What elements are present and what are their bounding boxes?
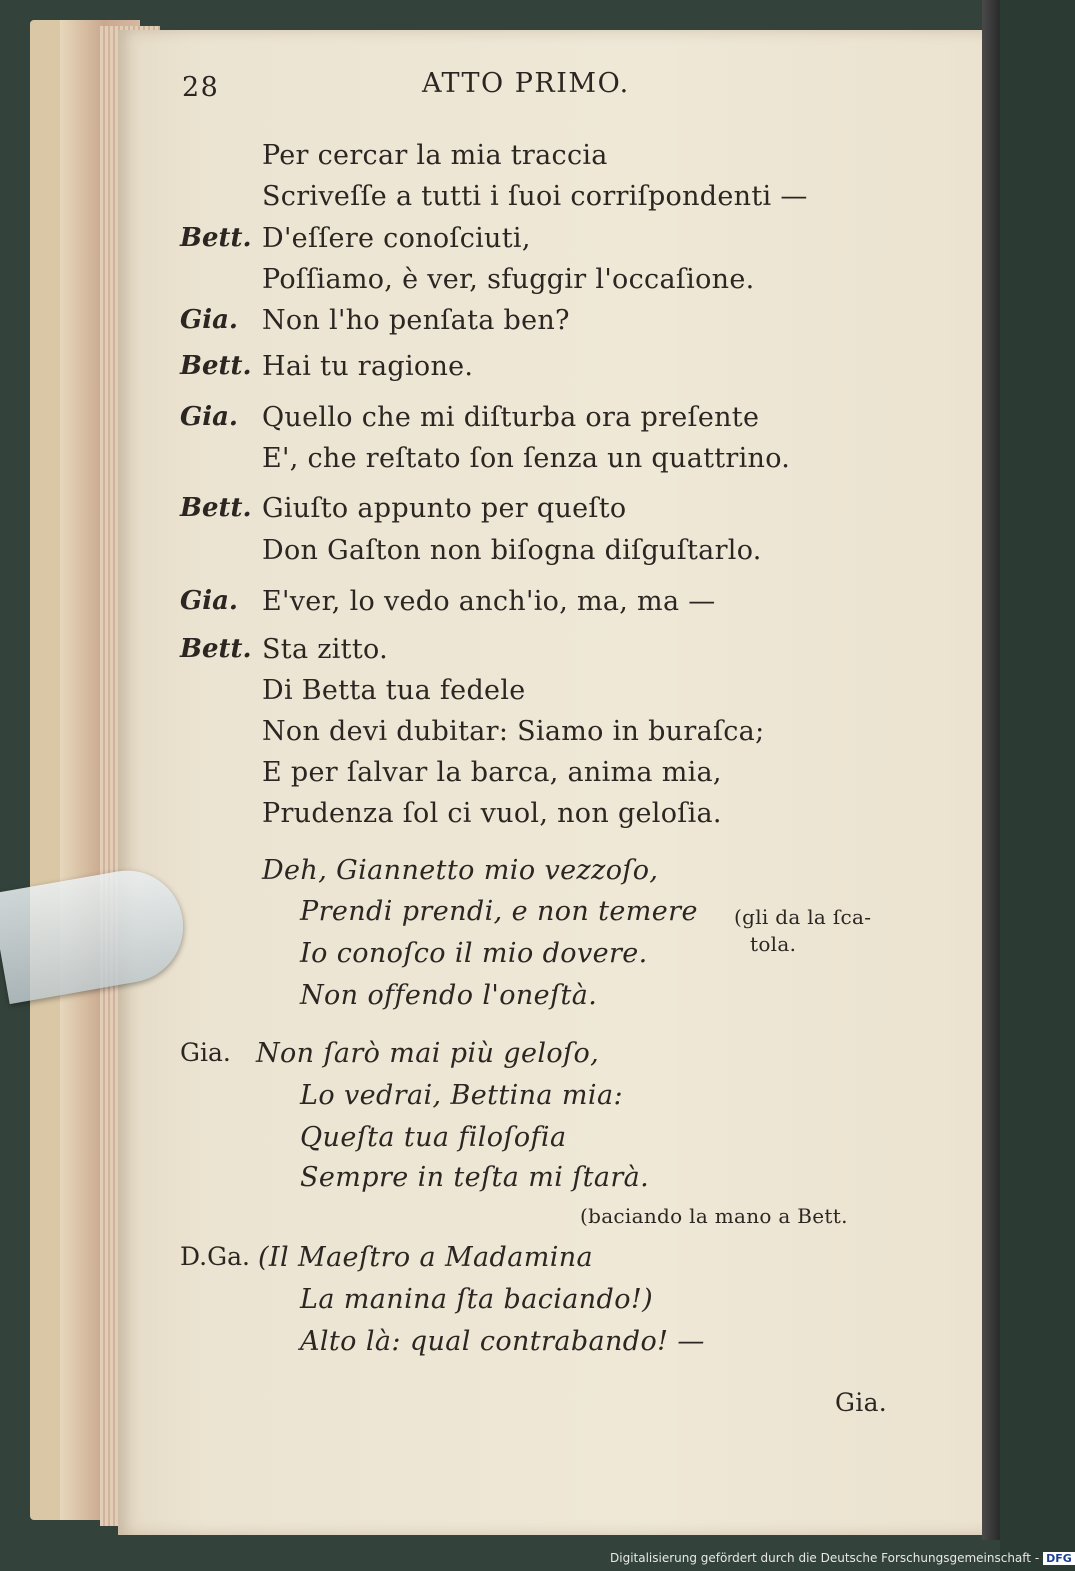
speaker-label: D.Ga. bbox=[180, 1242, 250, 1271]
aria-line: Queſta tua filoſofia bbox=[300, 1122, 567, 1153]
stage-direction: tola. bbox=[750, 932, 797, 956]
verse-line: Giuſto appunto per queſto bbox=[262, 493, 627, 524]
aria-line: Deh, Giannetto mio vezzoſo, bbox=[262, 855, 659, 886]
stage-direction: (gli da la ſca- bbox=[734, 905, 872, 929]
aria-line: La manina ſta baciando!) bbox=[300, 1284, 654, 1315]
page-number: 28 bbox=[182, 72, 220, 103]
speaker-label: Gia. bbox=[180, 1038, 231, 1067]
speaker-label: Gia. bbox=[180, 402, 238, 432]
credit-text: Digitalisierung gefördert durch die Deutsche Forschungsgemeinschaft - bbox=[610, 1551, 1040, 1565]
aria-line: Non ſarò mai più geloſo, bbox=[256, 1038, 600, 1069]
aria-line: Sempre in teſta mi ſtarà. bbox=[300, 1162, 650, 1193]
verse-line: Sta zitto. bbox=[262, 634, 388, 665]
speaker-label: Gia. bbox=[180, 305, 238, 335]
speaker-label: Bett. bbox=[180, 351, 252, 381]
aria-line: (Il Maeſtro a Madamina bbox=[258, 1242, 594, 1273]
running-title: ATTO PRIMO. bbox=[422, 68, 630, 99]
catchword: Gia. bbox=[835, 1388, 888, 1417]
verse-line: D'eſſere conoſciuti, bbox=[262, 223, 531, 254]
stage-direction: (baciando la mano a Bett. bbox=[580, 1204, 848, 1228]
aria-line: Alto là: qual contrabando! — bbox=[300, 1326, 705, 1357]
speaker-label: Bett. bbox=[180, 493, 252, 523]
verse-line: Scriveſſe a tutti i ſuoi corriſpondenti — bbox=[262, 181, 808, 212]
verse-line: E'ver, lo vedo anch'io, ma, ma — bbox=[262, 586, 716, 617]
speaker-label: Bett. bbox=[180, 223, 252, 253]
verse-line: Quello che mi diſturba ora preſente bbox=[262, 402, 760, 433]
dfg-logo: DFG bbox=[1043, 1552, 1075, 1565]
aria-line: Prendi prendi, e non temere bbox=[300, 896, 698, 927]
aria-line: Io conoſco il mio dovere. bbox=[300, 938, 648, 969]
verse-line: E per ſalvar la barca, anima mia, bbox=[262, 757, 722, 788]
verse-line: Non l'ho penſata ben? bbox=[262, 305, 570, 336]
verse-line: E', che reſtato ſon ſenza un quattrino. bbox=[262, 443, 791, 474]
verse-line: Hai tu ragione. bbox=[262, 351, 474, 382]
verse-line: Prudenza ſol ci vuol, non geloſia. bbox=[262, 798, 722, 829]
verse-line: Di Betta tua fedele bbox=[262, 675, 526, 706]
speaker-label: Gia. bbox=[180, 586, 238, 616]
digitization-credit bbox=[610, 1551, 1075, 1565]
verse-line: Don Gaſton non biſogna diſguſtarlo. bbox=[262, 535, 762, 566]
verse-line: Poſſiamo, è ver, sfuggir l'occaſione. bbox=[262, 264, 755, 295]
right-binding bbox=[982, 0, 1000, 1540]
verse-line: Per cercar la mia traccia bbox=[262, 140, 608, 171]
aria-line: Non offendo l'oneſtà. bbox=[300, 980, 598, 1011]
aria-line: Lo vedrai, Bettina mia: bbox=[300, 1080, 623, 1111]
speaker-label: Bett. bbox=[180, 634, 252, 664]
verse-line: Non devi dubitar: Siamo in buraſca; bbox=[262, 716, 765, 747]
